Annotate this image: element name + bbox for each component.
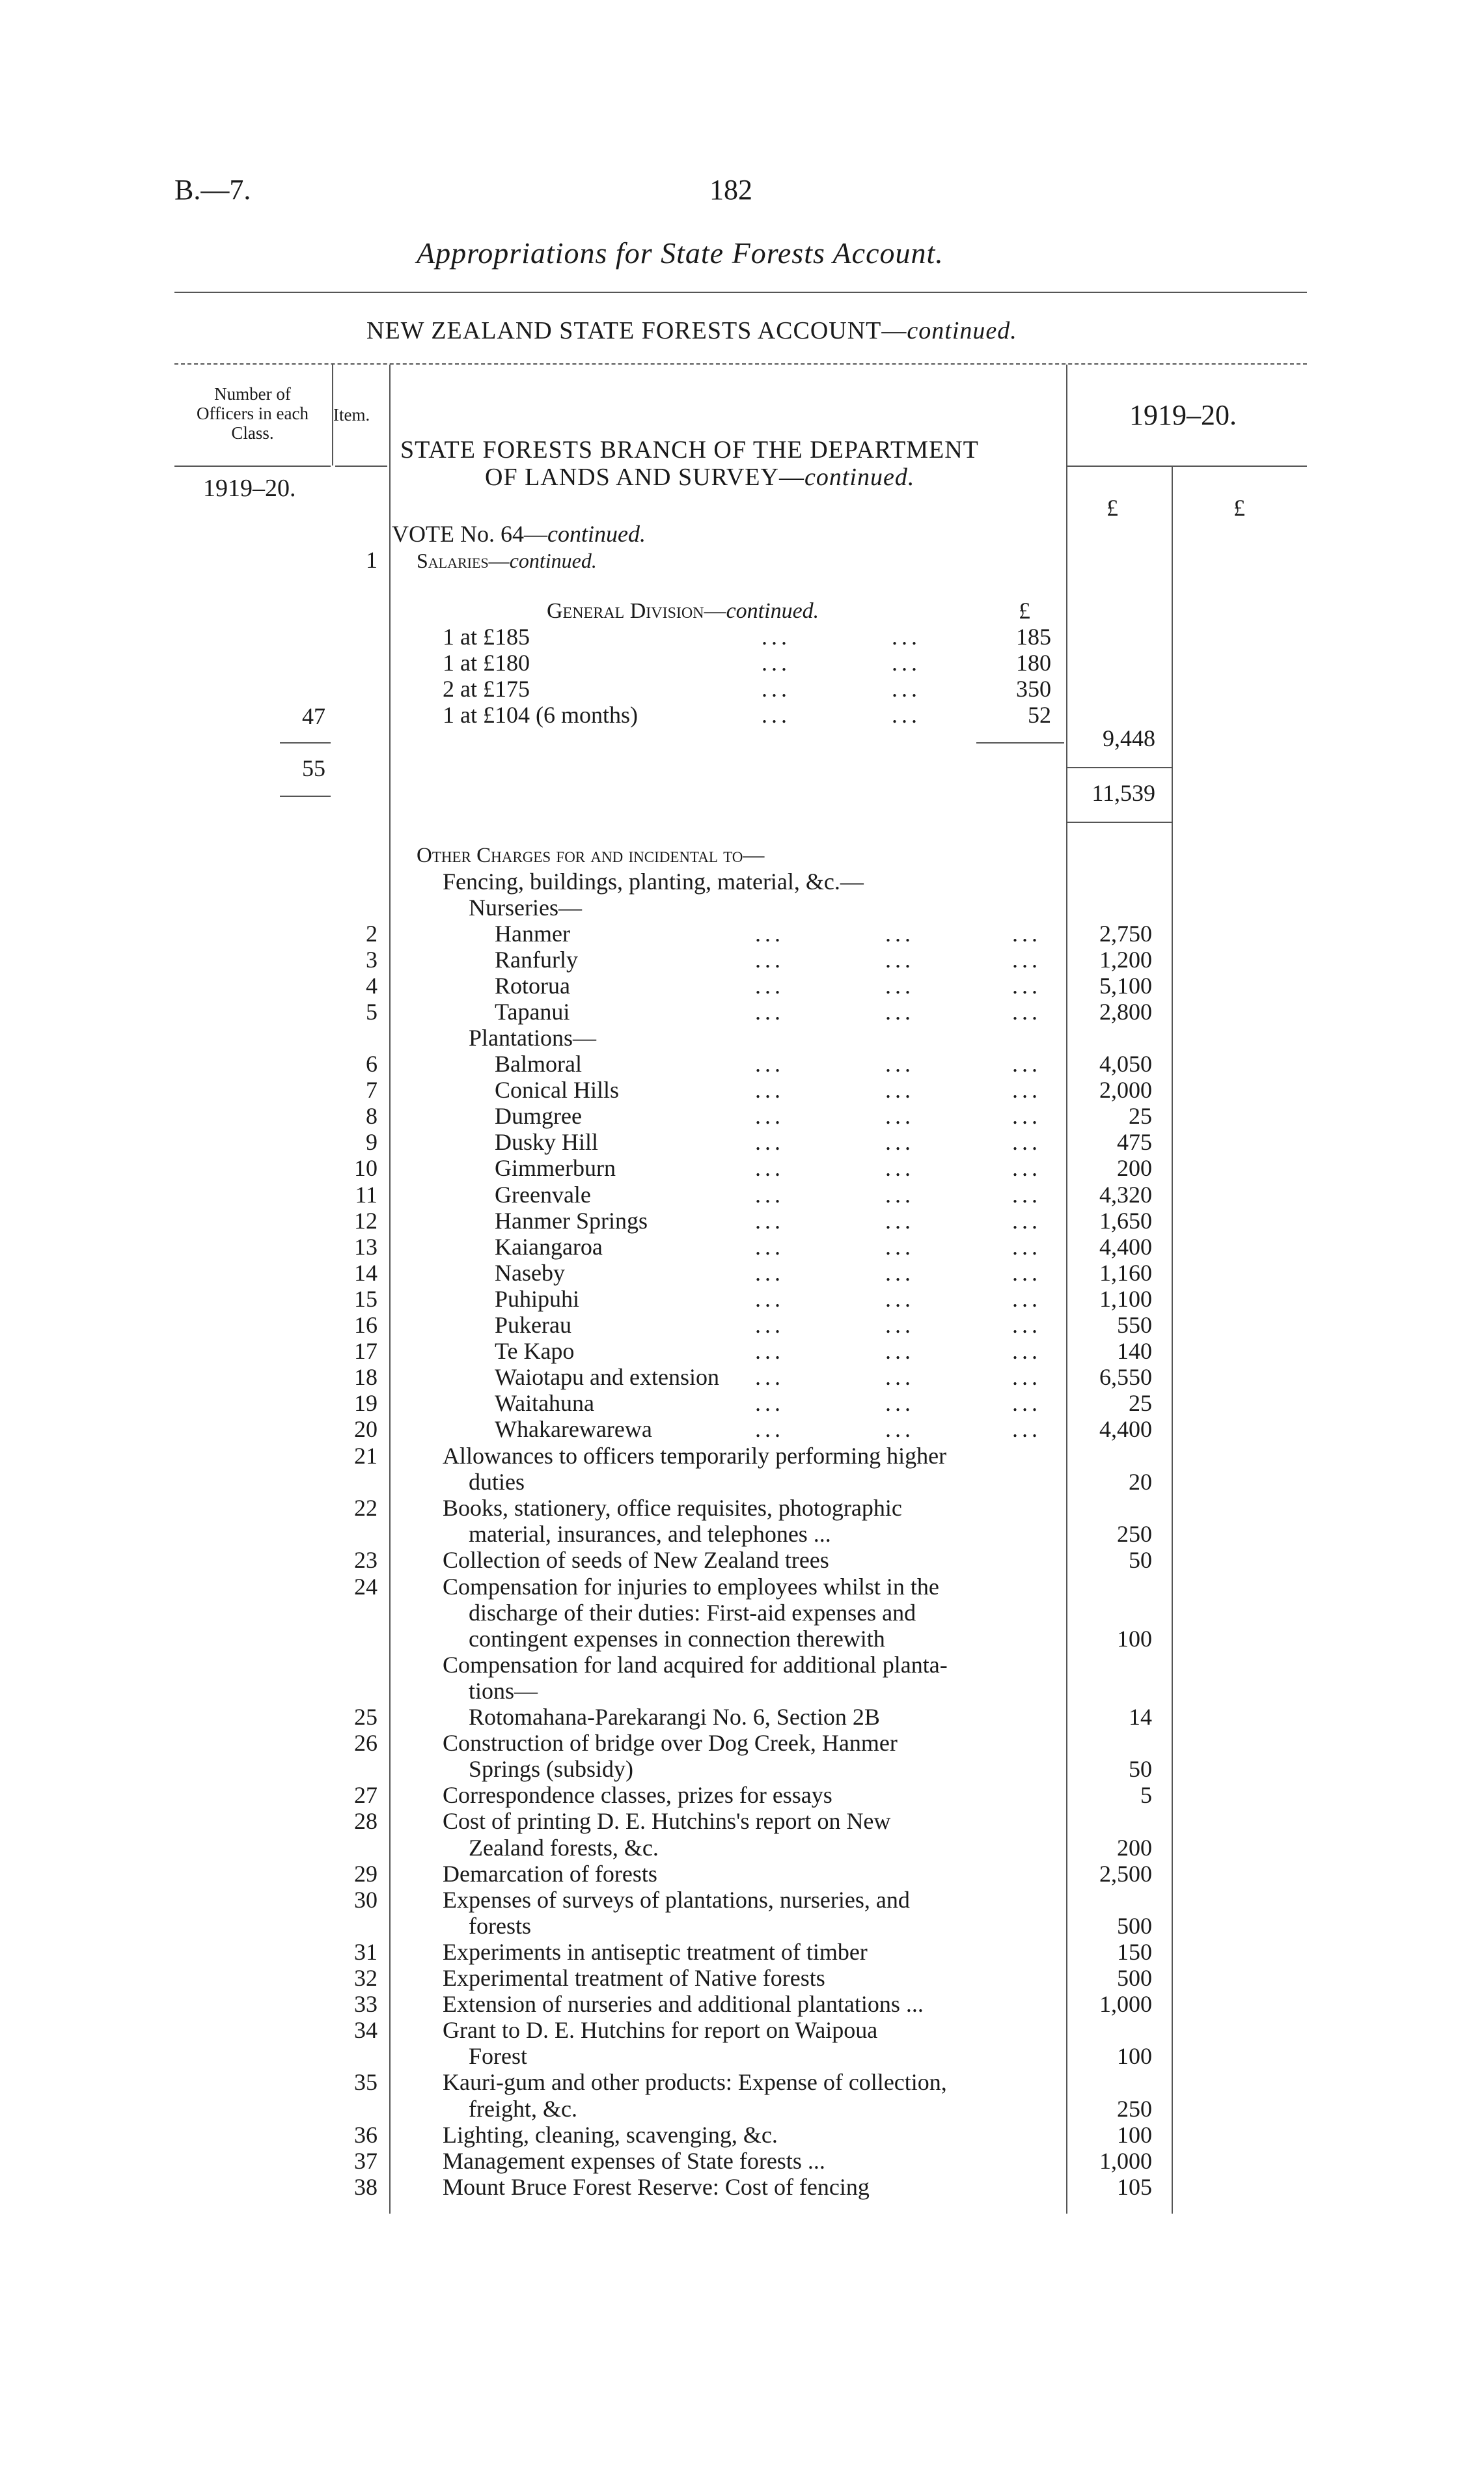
row-label: Grant to D. E. Hutchins for report on Waipoua [443, 2017, 878, 2044]
row-label: Construction of bridge over Dog Creek, Hanmer [443, 1730, 898, 1757]
row-amount: 200 [1117, 1834, 1152, 1861]
item-number: 16 [354, 1312, 378, 1338]
row-label: duties [469, 1469, 525, 1495]
row-amount: 50 [1129, 1756, 1152, 1783]
year-header-left: 1919–20. [203, 475, 296, 502]
leader-dots: ... [1012, 973, 1041, 999]
leader-dots: ... [885, 1077, 914, 1104]
plantation-row [0, 1286, 1484, 1312]
item-number: 19 [354, 1390, 378, 1417]
plantations-heading: Plantations— [469, 1025, 596, 1051]
leader-dots: ... [1012, 1129, 1041, 1156]
item-number: 6 [366, 1051, 378, 1077]
table-top-rule [174, 363, 1307, 365]
row-amount: 50 [1129, 1547, 1152, 1574]
leader-dots: ... [1012, 1207, 1041, 1234]
gd-row-dots: ... [892, 676, 921, 702]
leader-dots: ... [1012, 1051, 1041, 1077]
charge-line [0, 1704, 1484, 1730]
row-amount: 2,800 [1099, 999, 1152, 1025]
charge-line [0, 1626, 1484, 1652]
section-heading-line1: STATE FORESTS BRANCH OF THE DEPARTMENT [400, 436, 979, 464]
plantation-row [0, 1182, 1484, 1208]
row-label: Experiments in antiseptic treatment of timber [443, 1938, 868, 1965]
charge-line [0, 1574, 1484, 1600]
gd-row-dots: ... [892, 702, 921, 728]
leader-dots: ... [755, 1259, 784, 1286]
other-charges-text: Other Charges for and incidental to— [417, 844, 765, 867]
row-label: Collection of seeds of New Zealand trees [443, 1547, 829, 1574]
leader-dots: ... [1012, 1364, 1041, 1391]
item-number: 28 [354, 1808, 378, 1835]
leader-dots: ... [1012, 1416, 1041, 1443]
item-number: 22 [354, 1495, 378, 1522]
row-amount: 5 [1140, 1782, 1152, 1809]
nursery-row [0, 973, 1484, 999]
subtotal-rule [1067, 767, 1172, 768]
charge-line [0, 1965, 1484, 1991]
account-subtitle-main: NEW ZEALAND STATE FORESTS ACCOUNT— [366, 317, 907, 344]
row-label: Hanmer [495, 921, 570, 947]
officers-total: 55 [302, 755, 325, 781]
charge-line [0, 1600, 1484, 1626]
plantation-row [0, 1077, 1484, 1103]
item-number: 20 [354, 1416, 378, 1443]
nurseries-heading: Nurseries— [469, 895, 582, 921]
row-label: Puhipuhi [495, 1285, 580, 1312]
row-label: Dusky Hill [495, 1129, 599, 1156]
gd-row-label: 2 at £175 [443, 676, 530, 702]
leader-dots: ... [1012, 1259, 1041, 1286]
leader-dots: ... [1012, 1338, 1041, 1365]
row-amount: 140 [1117, 1338, 1152, 1365]
nursery-row [0, 921, 1484, 947]
officers-header-line: Officers in each [197, 404, 309, 423]
plantation-row [0, 1129, 1484, 1155]
row-amount: 14 [1129, 1704, 1152, 1730]
row-label: Extension of nurseries and additional plantations ... [443, 1991, 924, 2018]
plantation-row [0, 1338, 1484, 1364]
salaries-heading [417, 549, 597, 573]
charge-line [0, 2148, 1484, 2174]
item-number: 31 [354, 1938, 378, 1965]
fencing-heading: Fencing, buildings, planting, material, &c.— [443, 869, 864, 895]
gd-row-value: 350 [1016, 676, 1051, 702]
row-label: Compensation for injuries to employees whilst in the [443, 1573, 939, 1600]
leader-dots: ... [755, 999, 784, 1025]
charge-line [0, 1547, 1484, 1573]
row-label: Dumgree [495, 1103, 582, 1130]
leader-dots: ... [885, 1129, 914, 1156]
row-label: tions— [469, 1677, 538, 1704]
row-amount: 100 [1117, 2043, 1152, 2070]
item-number: 15 [354, 1285, 378, 1312]
section-heading [400, 436, 979, 491]
leader-dots: ... [755, 1155, 784, 1182]
leader-dots: ... [755, 1364, 784, 1391]
row-label: Zealand forests, &c. [469, 1834, 659, 1861]
row-amount: 6,550 [1099, 1364, 1152, 1391]
item-number: 24 [354, 1573, 378, 1600]
gd-subtotal: 9,448 [1103, 725, 1155, 751]
leader-dots: ... [755, 947, 784, 973]
row-label: Hanmer Springs [495, 1207, 648, 1234]
leader-dots: ... [755, 1129, 784, 1156]
item-number: 11 [355, 1181, 378, 1208]
leader-dots: ... [755, 1233, 784, 1260]
item-number: 3 [366, 947, 378, 973]
item-number: 13 [354, 1233, 378, 1260]
item-number: 21 [354, 1443, 378, 1469]
row-label: Expenses of surveys of plantations, nurseries, and [443, 1886, 910, 1913]
row-label: Experimental treatment of Native forests [443, 1965, 825, 1991]
total-rule [1067, 822, 1172, 823]
leader-dots: ... [755, 1285, 784, 1312]
leader-dots: ... [885, 1390, 914, 1417]
section-heading-cont: continued. [804, 464, 915, 491]
row-amount: 500 [1117, 1965, 1152, 1991]
row-label: Kauri-gum and other products: Expense of collection, [443, 2069, 947, 2096]
leader-dots: ... [1012, 1312, 1041, 1338]
row-amount: 5,100 [1099, 973, 1152, 999]
leader-dots: ... [885, 1155, 914, 1182]
gd-row-value: 180 [1016, 650, 1051, 676]
year-header-rule [1067, 466, 1307, 467]
leader-dots: ... [885, 921, 914, 947]
row-label: Balmoral [495, 1051, 582, 1077]
leader-dots: ... [885, 1233, 914, 1260]
leader-dots: ... [885, 1312, 914, 1338]
charge-line [0, 2017, 1484, 2043]
item-number: 29 [354, 1860, 378, 1887]
charge-line [0, 1808, 1484, 1834]
row-amount: 25 [1129, 1103, 1152, 1130]
row-amount: 4,400 [1099, 1233, 1152, 1260]
gd-sum-rule [976, 742, 1064, 744]
row-label: Pukerau [495, 1312, 571, 1338]
leader-dots: ... [1012, 1077, 1041, 1104]
row-amount: 250 [1117, 2095, 1152, 2122]
plantation-row [0, 1416, 1484, 1442]
item-number: 8 [366, 1103, 378, 1130]
plantation-row [0, 1208, 1484, 1234]
row-label: Rotomahana-Parekarangi No. 6, Section 2B [469, 1704, 880, 1730]
item-number: 32 [354, 1965, 378, 1991]
gd-row-label: 1 at £104 (6 months) [443, 702, 638, 728]
leader-dots: ... [1012, 947, 1041, 973]
row-amount: 200 [1117, 1155, 1152, 1182]
item-header: Item. [333, 405, 370, 424]
plantation-row [0, 1312, 1484, 1338]
leader-dots: ... [755, 1181, 784, 1208]
row-amount: 100 [1117, 1625, 1152, 1652]
item-number: 17 [354, 1338, 378, 1365]
plantation-row [0, 1051, 1484, 1077]
leader-dots: ... [1012, 1155, 1041, 1182]
plantation-row [0, 1234, 1484, 1260]
pound-header-2: £ [1233, 495, 1245, 521]
item-number: 18 [354, 1364, 378, 1391]
row-label: Allowances to officers temporarily performing higher [443, 1443, 947, 1469]
leader-dots: ... [1012, 1285, 1041, 1312]
row-amount: 1,000 [1099, 2147, 1152, 2174]
plantation-row [0, 1364, 1484, 1390]
gd-row-dots: ... [762, 676, 791, 702]
salaries-text: Salaries— [417, 549, 510, 572]
item-number: 27 [354, 1782, 378, 1809]
gd-row-dots: ... [762, 624, 791, 650]
vote-text: VOTE No. 64— [392, 521, 547, 547]
row-label: Demarcation of forests [443, 1860, 657, 1887]
row-amount: 1,200 [1099, 947, 1152, 973]
row-amount: 550 [1117, 1312, 1152, 1338]
leader-dots: ... [755, 973, 784, 999]
leader-dots: ... [755, 1416, 784, 1443]
row-amount: 4,050 [1099, 1051, 1152, 1077]
officers-header-rule [174, 466, 331, 467]
leader-dots: ... [885, 973, 914, 999]
pound-header-1: £ [1106, 495, 1118, 521]
item-number: 36 [354, 2121, 378, 2148]
item-number: 34 [354, 2017, 378, 2044]
leader-dots: ... [1012, 1233, 1041, 1260]
row-label: Mount Bruce Forest Reserve: Cost of fencing [443, 2173, 870, 2200]
row-amount: 20 [1129, 1469, 1152, 1495]
charge-line [0, 1913, 1484, 1939]
item-number: 23 [354, 1547, 378, 1574]
leader-dots: ... [755, 1312, 784, 1338]
general-division-heading [547, 599, 819, 624]
section-heading-line2-text: OF LANDS AND SURVEY— [485, 464, 804, 491]
row-amount: 105 [1117, 2173, 1152, 2200]
leader-dots: ... [755, 1207, 784, 1234]
salaries-item: 1 [366, 547, 378, 573]
row-label: Management expenses of State forests ... [443, 2147, 825, 2174]
item-number: 10 [354, 1155, 378, 1182]
row-amount: 25 [1129, 1390, 1152, 1417]
row-label: Waitahuna [495, 1390, 595, 1417]
item-number: 37 [354, 2147, 378, 2174]
leader-dots: ... [1012, 1390, 1041, 1417]
charge-line [0, 1521, 1484, 1547]
charge-line [0, 1887, 1484, 1913]
charge-line [0, 2043, 1484, 2069]
leader-dots: ... [885, 1416, 914, 1443]
charge-line [0, 1652, 1484, 1678]
row-amount: 4,320 [1099, 1181, 1152, 1208]
row-label: Ranfurly [495, 947, 578, 973]
nursery-row [0, 947, 1484, 973]
other-charges-heading [417, 844, 764, 868]
row-amount: 4,400 [1099, 1416, 1152, 1443]
row-label: Correspondence classes, prizes for essays [443, 1782, 832, 1809]
leader-dots: ... [885, 947, 914, 973]
leader-dots: ... [885, 1285, 914, 1312]
officers-header [174, 384, 331, 443]
charge-line [0, 1495, 1484, 1521]
item-number: 5 [366, 999, 378, 1025]
item-number: 2 [366, 921, 378, 947]
row-amount: 1,160 [1099, 1259, 1152, 1286]
leader-dots: ... [1012, 921, 1041, 947]
gd-row-label: 1 at £185 [443, 624, 530, 650]
item-number: 14 [354, 1259, 378, 1286]
leader-dots: ... [885, 1207, 914, 1234]
officers-header-line: Class. [231, 423, 274, 443]
gd-row-dots: ... [762, 702, 791, 728]
leader-dots: ... [755, 1077, 784, 1104]
plantation-row [0, 1155, 1484, 1181]
row-label: Whakarewarewa [495, 1416, 652, 1443]
row-label: Naseby [495, 1259, 565, 1286]
leader-dots: ... [885, 1259, 914, 1286]
leader-dots: ... [1012, 1181, 1041, 1208]
row-label: Te Kapo [495, 1338, 575, 1365]
gd-row-dots: ... [892, 650, 921, 676]
charge-line [0, 1730, 1484, 1756]
item-number: 35 [354, 2069, 378, 2096]
item-number: 30 [354, 1886, 378, 1913]
officers-subtotal: 47 [302, 703, 325, 729]
gd-row-dots: ... [762, 650, 791, 676]
officers-total-rule [280, 796, 331, 797]
row-amount: 2,000 [1099, 1077, 1152, 1104]
page-title: Appropriations for State Forests Account. [417, 236, 944, 270]
row-label: Conical Hills [495, 1077, 619, 1104]
leader-dots: ... [755, 1390, 784, 1417]
leader-dots: ... [755, 1051, 784, 1077]
gd-row-dots: ... [892, 624, 921, 650]
general-division-pound: £ [1019, 598, 1030, 624]
row-amount: 250 [1117, 1521, 1152, 1548]
vote-heading [392, 521, 646, 547]
row-amount: 2,500 [1099, 1860, 1152, 1887]
row-amount: 1,100 [1099, 1285, 1152, 1312]
row-label: Cost of printing D. E. Hutchins's report on New [443, 1808, 891, 1835]
leader-dots: ... [755, 1103, 784, 1130]
leader-dots: ... [1012, 999, 1041, 1025]
vote-cont: continued. [547, 521, 646, 547]
row-label: Tapanui [495, 999, 570, 1025]
row-amount: 150 [1117, 1938, 1152, 1965]
salaries-cont: continued. [509, 549, 597, 572]
general-division-text: General Division— [547, 599, 726, 623]
charge-line [0, 1782, 1484, 1808]
row-label: discharge of their duties: First-aid expenses and [469, 1599, 916, 1626]
account-subtitle-cont: continued. [907, 317, 1017, 344]
row-label: Waiotapu and extension [495, 1364, 720, 1391]
row-label: Compensation for land acquired for additional planta- [443, 1651, 948, 1678]
gd-row-label: 1 at £180 [443, 650, 530, 676]
page-ref: B.—7. [174, 174, 251, 206]
gd-row-value: 52 [1028, 702, 1051, 728]
leader-dots: ... [755, 1338, 784, 1365]
leader-dots: ... [885, 1181, 914, 1208]
row-label: Rotorua [495, 973, 570, 999]
row-label: freight, &c. [469, 2095, 577, 2122]
plantation-row [0, 1390, 1484, 1416]
row-label: Books, stationery, office requisites, photographic [443, 1495, 902, 1522]
plantation-row [0, 1260, 1484, 1286]
charge-line [0, 2122, 1484, 2148]
item-number: 26 [354, 1730, 378, 1757]
leader-dots: ... [885, 1338, 914, 1365]
item-number: 4 [366, 973, 378, 999]
officers-subtotal-rule [280, 742, 331, 744]
row-label: Greenvale [495, 1181, 591, 1208]
leader-dots: ... [885, 999, 914, 1025]
gd-total: 11,539 [1092, 780, 1155, 806]
charge-line [0, 2069, 1484, 2095]
item-number: 33 [354, 1991, 378, 2018]
row-amount: 500 [1117, 1912, 1152, 1939]
general-division-cont: continued. [726, 599, 819, 623]
leader-dots: ... [885, 1103, 914, 1130]
row-label: Kaiangaroa [495, 1233, 603, 1260]
row-label: Gimmerburn [495, 1155, 616, 1182]
charge-line [0, 1861, 1484, 1887]
charge-line [0, 1443, 1484, 1469]
item-number: 12 [354, 1207, 378, 1234]
row-amount: 100 [1117, 2121, 1152, 2148]
charge-line [0, 1756, 1484, 1782]
charge-line [0, 1469, 1484, 1495]
leader-dots: ... [755, 921, 784, 947]
gd-row-value: 185 [1016, 624, 1051, 650]
charge-line [0, 1991, 1484, 2017]
row-amount: 2,750 [1099, 921, 1152, 947]
year-header-right: 1919–20. [1129, 399, 1237, 431]
row-label: Lighting, cleaning, scavenging, &c. [443, 2121, 778, 2148]
row-amount: 1,000 [1099, 1991, 1152, 2018]
row-label: forests [469, 1912, 531, 1939]
item-header-rule [335, 466, 387, 467]
title-rule [174, 292, 1307, 293]
row-label: material, insurances, and telephones ... [469, 1521, 831, 1548]
row-label: Forest [469, 2043, 527, 2070]
item-number: 38 [354, 2173, 378, 2200]
row-amount: 475 [1117, 1129, 1152, 1156]
charge-line [0, 2174, 1484, 2200]
leader-dots: ... [885, 1364, 914, 1391]
row-label: contingent expenses in connection therewith [469, 1625, 885, 1652]
charge-line [0, 1939, 1484, 1965]
leader-dots: ... [1012, 1103, 1041, 1130]
nursery-row [0, 999, 1484, 1025]
section-heading-line2 [400, 464, 979, 491]
item-number: 9 [366, 1129, 378, 1156]
charge-line [0, 2096, 1484, 2122]
page-number: 182 [709, 174, 752, 206]
row-label: Springs (subsidy) [469, 1756, 634, 1783]
item-number: 7 [366, 1077, 378, 1104]
charge-line [0, 1835, 1484, 1861]
row-amount: 1,650 [1099, 1207, 1152, 1234]
account-subtitle [366, 316, 1017, 345]
leader-dots: ... [885, 1051, 914, 1077]
charge-line [0, 1678, 1484, 1704]
plantation-row [0, 1103, 1484, 1129]
item-number: 25 [354, 1704, 378, 1730]
officers-header-line: Number of [214, 384, 291, 404]
